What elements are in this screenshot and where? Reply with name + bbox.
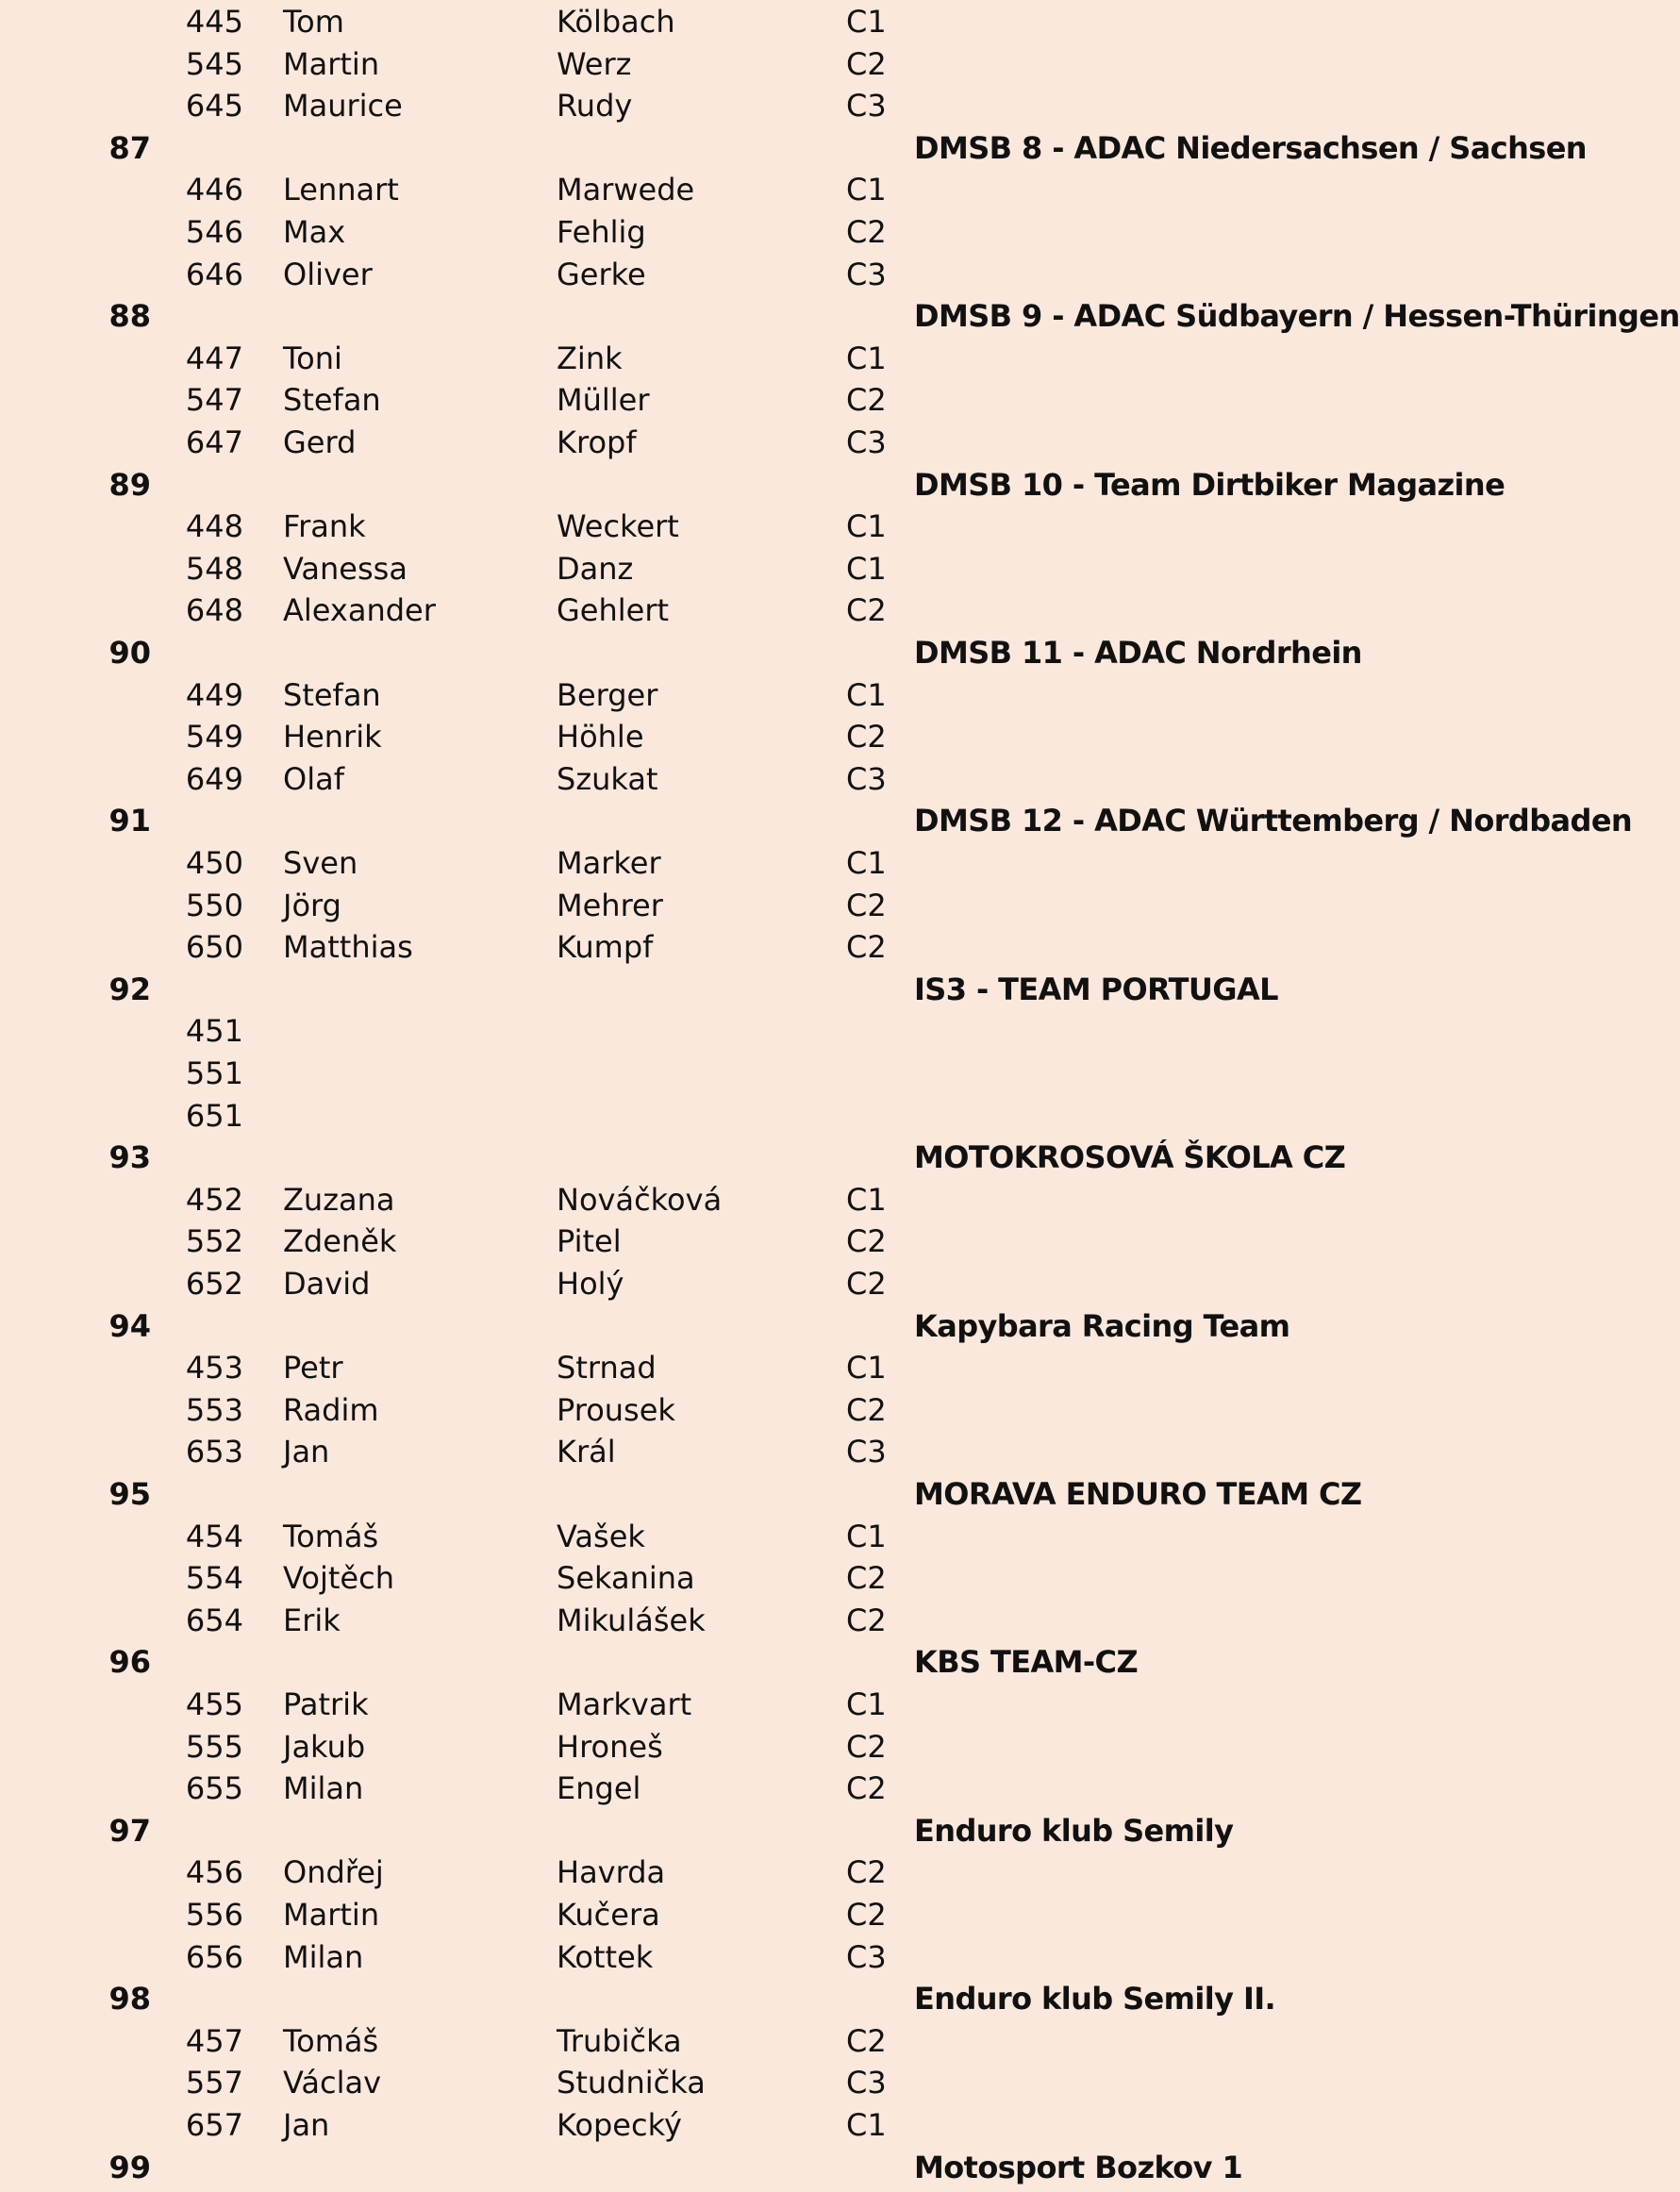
rider-row bbox=[0, 422, 1415, 463]
team-name: KBS TEAM-CZ bbox=[914, 1644, 1139, 1681]
rider-row bbox=[0, 2020, 1415, 2062]
class-code: C3 bbox=[846, 424, 887, 460]
start-number: 551 bbox=[185, 1055, 243, 1091]
first-name: Henrik bbox=[283, 719, 382, 756]
last-name: Havrda bbox=[557, 1854, 666, 1891]
class-code: C2 bbox=[846, 1560, 887, 1597]
class-code: C2 bbox=[846, 382, 887, 419]
start-number: 649 bbox=[185, 760, 243, 797]
team-row bbox=[0, 1473, 1415, 1515]
start-number: 447 bbox=[185, 340, 243, 376]
start-number: 455 bbox=[185, 1686, 243, 1722]
last-name: Vašek bbox=[557, 1518, 645, 1554]
last-name: Kottek bbox=[557, 1938, 654, 1975]
rider-row bbox=[0, 2104, 1415, 2146]
rider-row bbox=[0, 1095, 1415, 1137]
first-name: Frank bbox=[283, 508, 366, 545]
class-code: C2 bbox=[846, 719, 887, 756]
rider-row bbox=[0, 674, 1415, 716]
start-number: 653 bbox=[185, 1434, 243, 1470]
rider-row bbox=[0, 43, 1415, 85]
last-name: Gerke bbox=[557, 256, 646, 292]
class-code: C3 bbox=[846, 1434, 887, 1470]
first-name: Ondřej bbox=[283, 1854, 384, 1891]
class-code: C2 bbox=[846, 1391, 887, 1428]
rider-row bbox=[0, 1347, 1415, 1388]
start-number: 555 bbox=[185, 1728, 243, 1765]
rider-row bbox=[0, 1600, 1415, 1641]
first-name: Maurice bbox=[283, 88, 403, 125]
first-name: Zdeněk bbox=[283, 1223, 397, 1260]
start-number: 656 bbox=[185, 1938, 243, 1975]
team-name: IS3 - TEAM PORTUGAL bbox=[914, 971, 1278, 1007]
class-code: C1 bbox=[846, 1518, 887, 1554]
last-name: Sekanina bbox=[557, 1560, 695, 1597]
start-number: 655 bbox=[185, 1770, 243, 1807]
start-number: 552 bbox=[185, 1223, 243, 1260]
class-code: C1 bbox=[846, 2107, 887, 2143]
first-name bbox=[283, 1053, 547, 1094]
first-name: Lennart bbox=[283, 172, 399, 208]
first-name: Toni bbox=[283, 340, 342, 376]
class-code: C1 bbox=[846, 1686, 887, 1722]
rider-row bbox=[0, 506, 1415, 547]
rider-row bbox=[0, 1389, 1415, 1431]
last-name: Szukat bbox=[557, 760, 658, 797]
rider-row bbox=[0, 1516, 1415, 1557]
rider-row bbox=[0, 1010, 1415, 1052]
first-name: Milan bbox=[283, 1938, 364, 1975]
first-name: Gerd bbox=[283, 424, 357, 460]
last-name: Kropf bbox=[557, 424, 637, 460]
start-number: 651 bbox=[185, 1097, 243, 1134]
rider-row bbox=[0, 1684, 1415, 1725]
start-number: 646 bbox=[185, 256, 243, 292]
rider-row bbox=[0, 590, 1415, 631]
class-code bbox=[846, 1053, 912, 1094]
last-name: Mehrer bbox=[557, 887, 663, 923]
first-name: Jan bbox=[283, 1434, 330, 1470]
start-number: 645 bbox=[185, 88, 243, 125]
last-name bbox=[557, 1010, 840, 1052]
team-name: DMSB 11 - ADAC Nordrhein bbox=[914, 635, 1362, 671]
team-name: DMSB 9 - ADAC Südbayern / Hessen-Thüringen bbox=[914, 298, 1680, 335]
team-name: DMSB 8 - ADAC Niedersachsen / Sachsen bbox=[914, 129, 1587, 166]
team-number: 96 bbox=[108, 1644, 151, 1681]
first-name: Zuzana bbox=[283, 1181, 395, 1218]
start-number: 657 bbox=[185, 2107, 243, 2143]
team-row bbox=[0, 1641, 1415, 1683]
team-name: Enduro klub Semily bbox=[914, 1812, 1234, 1849]
first-name: Stefan bbox=[283, 676, 381, 713]
first-name: Radim bbox=[283, 1391, 379, 1428]
class-code: C3 bbox=[846, 256, 887, 292]
first-name: Stefan bbox=[283, 382, 381, 419]
start-number: 450 bbox=[185, 845, 243, 881]
team-number: 99 bbox=[108, 2149, 151, 2185]
last-name: Müller bbox=[557, 382, 650, 419]
first-name: Max bbox=[283, 214, 346, 250]
rider-row bbox=[0, 169, 1415, 210]
rider-row bbox=[0, 254, 1415, 295]
first-name: Jakub bbox=[283, 1728, 366, 1765]
first-name: Matthias bbox=[283, 929, 413, 966]
team-number: 95 bbox=[108, 1476, 151, 1512]
team-number: 92 bbox=[108, 971, 151, 1007]
class-code: C2 bbox=[846, 2022, 887, 2059]
start-number: 454 bbox=[185, 1518, 243, 1554]
class-code: C1 bbox=[846, 340, 887, 376]
team-name: DMSB 12 - ADAC Württemberg / Nordbaden bbox=[914, 803, 1633, 839]
class-code: C1 bbox=[846, 845, 887, 881]
class-code: C1 bbox=[846, 508, 887, 545]
rider-row bbox=[0, 758, 1415, 800]
class-code: C2 bbox=[846, 214, 887, 250]
class-code: C1 bbox=[846, 1181, 887, 1218]
last-name: Hroneš bbox=[557, 1728, 663, 1765]
start-number: 453 bbox=[185, 1350, 243, 1387]
team-row bbox=[0, 800, 1633, 841]
rider-row bbox=[0, 1431, 1415, 1472]
team-name: Kapybara Racing Team bbox=[914, 1307, 1290, 1344]
team-row bbox=[0, 127, 1587, 169]
team-row bbox=[0, 464, 1505, 506]
team-number: 97 bbox=[108, 1812, 151, 1849]
class-code: C2 bbox=[846, 1897, 887, 1933]
class-code: C2 bbox=[846, 592, 887, 629]
class-code: C2 bbox=[846, 1602, 887, 1638]
rider-row bbox=[0, 1768, 1415, 1809]
last-name: Mikulášek bbox=[557, 1602, 706, 1638]
start-number: 557 bbox=[185, 2065, 243, 2101]
rider-row bbox=[0, 2062, 1415, 2103]
start-number: 654 bbox=[185, 1602, 243, 1638]
last-name: Werz bbox=[557, 45, 632, 82]
rider-row bbox=[0, 926, 1415, 968]
last-name: Rudy bbox=[557, 88, 633, 125]
class-code: C1 bbox=[846, 172, 887, 208]
last-name: Pitel bbox=[557, 1223, 622, 1260]
team-name: Enduro klub Semily II. bbox=[914, 1981, 1276, 2018]
rider-row bbox=[0, 1263, 1415, 1304]
start-number: 648 bbox=[185, 592, 243, 629]
first-name: Tomáš bbox=[283, 1518, 379, 1554]
start-number: 549 bbox=[185, 719, 243, 756]
start-number: 550 bbox=[185, 887, 243, 923]
last-name: Fehlig bbox=[557, 214, 646, 250]
start-number: 554 bbox=[185, 1560, 243, 1597]
first-name: Milan bbox=[283, 1770, 364, 1807]
team-name: MOTOKROSOVÁ ŠKOLA CZ bbox=[914, 1139, 1346, 1176]
team-number: 89 bbox=[108, 466, 151, 503]
first-name: Alexander bbox=[283, 592, 436, 629]
rider-row bbox=[0, 379, 1415, 421]
class-code: C3 bbox=[846, 760, 887, 797]
class-code: C3 bbox=[846, 1938, 887, 1975]
start-number: 650 bbox=[185, 929, 243, 966]
rider-row bbox=[0, 842, 1415, 884]
team-number: 93 bbox=[108, 1139, 151, 1176]
first-name: Erik bbox=[283, 1602, 341, 1638]
last-name: Danz bbox=[557, 550, 634, 587]
rider-row bbox=[0, 85, 1415, 126]
rider-row bbox=[0, 1726, 1415, 1768]
rider-row bbox=[0, 885, 1415, 926]
last-name: Markvart bbox=[557, 1686, 692, 1722]
rider-row bbox=[0, 211, 1415, 253]
class-code bbox=[846, 1095, 912, 1137]
start-number: 446 bbox=[185, 172, 243, 208]
class-code: C3 bbox=[846, 88, 887, 125]
last-name: Král bbox=[557, 1434, 616, 1470]
class-code: C2 bbox=[846, 887, 887, 923]
first-name: Vanessa bbox=[283, 550, 408, 587]
start-number: 545 bbox=[185, 45, 243, 82]
start-number: 647 bbox=[185, 424, 243, 460]
class-code: C2 bbox=[846, 1223, 887, 1260]
first-name: Vojtěch bbox=[283, 1560, 394, 1597]
last-name: Nováčková bbox=[557, 1181, 723, 1218]
first-name: Martin bbox=[283, 45, 380, 82]
team-row bbox=[0, 1978, 1415, 2019]
start-number: 548 bbox=[185, 550, 243, 587]
last-name: Weckert bbox=[557, 508, 679, 545]
team-number: 91 bbox=[108, 803, 151, 839]
rider-row bbox=[0, 1179, 1415, 1221]
first-name: Sven bbox=[283, 845, 358, 881]
class-code bbox=[846, 1010, 912, 1052]
rider-row bbox=[0, 548, 1415, 590]
team-row bbox=[0, 295, 1680, 337]
start-number: 456 bbox=[185, 1854, 243, 1891]
start-number: 556 bbox=[185, 1897, 243, 1933]
class-code: C1 bbox=[846, 550, 887, 587]
last-name: Gehlert bbox=[557, 592, 670, 629]
team-name: Motosport Bozkov 1 bbox=[914, 2149, 1243, 2185]
class-code: C2 bbox=[846, 1728, 887, 1765]
rider-row bbox=[0, 716, 1415, 757]
team-row bbox=[0, 632, 1415, 673]
team-number: 98 bbox=[108, 1981, 151, 2018]
last-name: Holý bbox=[557, 1266, 624, 1302]
team-number: 94 bbox=[108, 1307, 151, 1344]
start-number: 546 bbox=[185, 214, 243, 250]
first-name bbox=[283, 1010, 547, 1052]
first-name: Olaf bbox=[283, 760, 344, 797]
class-code: C2 bbox=[846, 1266, 887, 1302]
last-name: Höhle bbox=[557, 719, 644, 756]
team-row bbox=[0, 1810, 1415, 1852]
rider-row bbox=[0, 1, 1415, 42]
class-code: C1 bbox=[846, 1350, 887, 1387]
rider-row bbox=[0, 1936, 1415, 1978]
last-name: Prousek bbox=[557, 1391, 675, 1428]
last-name bbox=[557, 1053, 840, 1094]
first-name: Tomáš bbox=[283, 2022, 379, 2059]
rider-row bbox=[0, 1894, 1415, 1935]
last-name: Engel bbox=[557, 1770, 641, 1807]
start-number: 457 bbox=[185, 2022, 243, 2059]
last-name: Marker bbox=[557, 845, 661, 881]
team-row bbox=[0, 2147, 1415, 2188]
first-name: Václav bbox=[283, 2065, 382, 2101]
rider-row bbox=[0, 338, 1415, 379]
rider-row bbox=[0, 1557, 1415, 1599]
last-name: Marwede bbox=[557, 172, 695, 208]
team-row bbox=[0, 1137, 1415, 1178]
team-number: 88 bbox=[108, 298, 151, 335]
last-name: Strnad bbox=[557, 1350, 657, 1387]
class-code: C1 bbox=[846, 4, 887, 40]
rider-row bbox=[0, 1852, 1415, 1893]
start-number: 451 bbox=[185, 1013, 243, 1050]
last-name: Kölbach bbox=[557, 4, 675, 40]
start-number: 553 bbox=[185, 1391, 243, 1428]
first-name: Tom bbox=[283, 4, 344, 40]
team-number: 87 bbox=[108, 129, 151, 166]
team-number: 90 bbox=[108, 635, 151, 671]
team-row bbox=[0, 1305, 1415, 1347]
first-name: Patrik bbox=[283, 1686, 369, 1722]
first-name: Oliver bbox=[283, 256, 373, 292]
team-name: DMSB 10 - Team Dirtbiker Magazine bbox=[914, 466, 1505, 503]
start-number: 547 bbox=[185, 382, 243, 419]
first-name: David bbox=[283, 1266, 371, 1302]
class-code: C2 bbox=[846, 45, 887, 82]
rider-row bbox=[0, 1053, 1415, 1094]
first-name bbox=[283, 1095, 547, 1137]
team-name: MORAVA ENDURO TEAM CZ bbox=[914, 1476, 1362, 1512]
last-name: Trubička bbox=[557, 2022, 682, 2059]
start-number: 445 bbox=[185, 4, 243, 40]
team-row bbox=[0, 969, 1415, 1010]
first-name: Jan bbox=[283, 2107, 330, 2143]
class-code: C1 bbox=[846, 676, 887, 713]
first-name: Petr bbox=[283, 1350, 343, 1387]
first-name: Martin bbox=[283, 1897, 380, 1933]
last-name: Kumpf bbox=[557, 929, 654, 966]
last-name: Kopecký bbox=[557, 2107, 682, 2143]
start-number: 449 bbox=[185, 676, 243, 713]
class-code: C2 bbox=[846, 1770, 887, 1807]
last-name: Berger bbox=[557, 676, 658, 713]
rider-row bbox=[0, 1221, 1415, 1262]
last-name: Studnička bbox=[557, 2065, 706, 2101]
start-number: 652 bbox=[185, 1266, 243, 1302]
first-name: Jörg bbox=[283, 887, 341, 923]
start-number: 448 bbox=[185, 508, 243, 545]
last-name: Zink bbox=[557, 340, 623, 376]
last-name: Kučera bbox=[557, 1897, 660, 1933]
class-code: C2 bbox=[846, 1854, 887, 1891]
class-code: C2 bbox=[846, 929, 887, 966]
start-number: 452 bbox=[185, 1181, 243, 1218]
class-code: C3 bbox=[846, 2065, 887, 2101]
last-name bbox=[557, 1095, 840, 1137]
